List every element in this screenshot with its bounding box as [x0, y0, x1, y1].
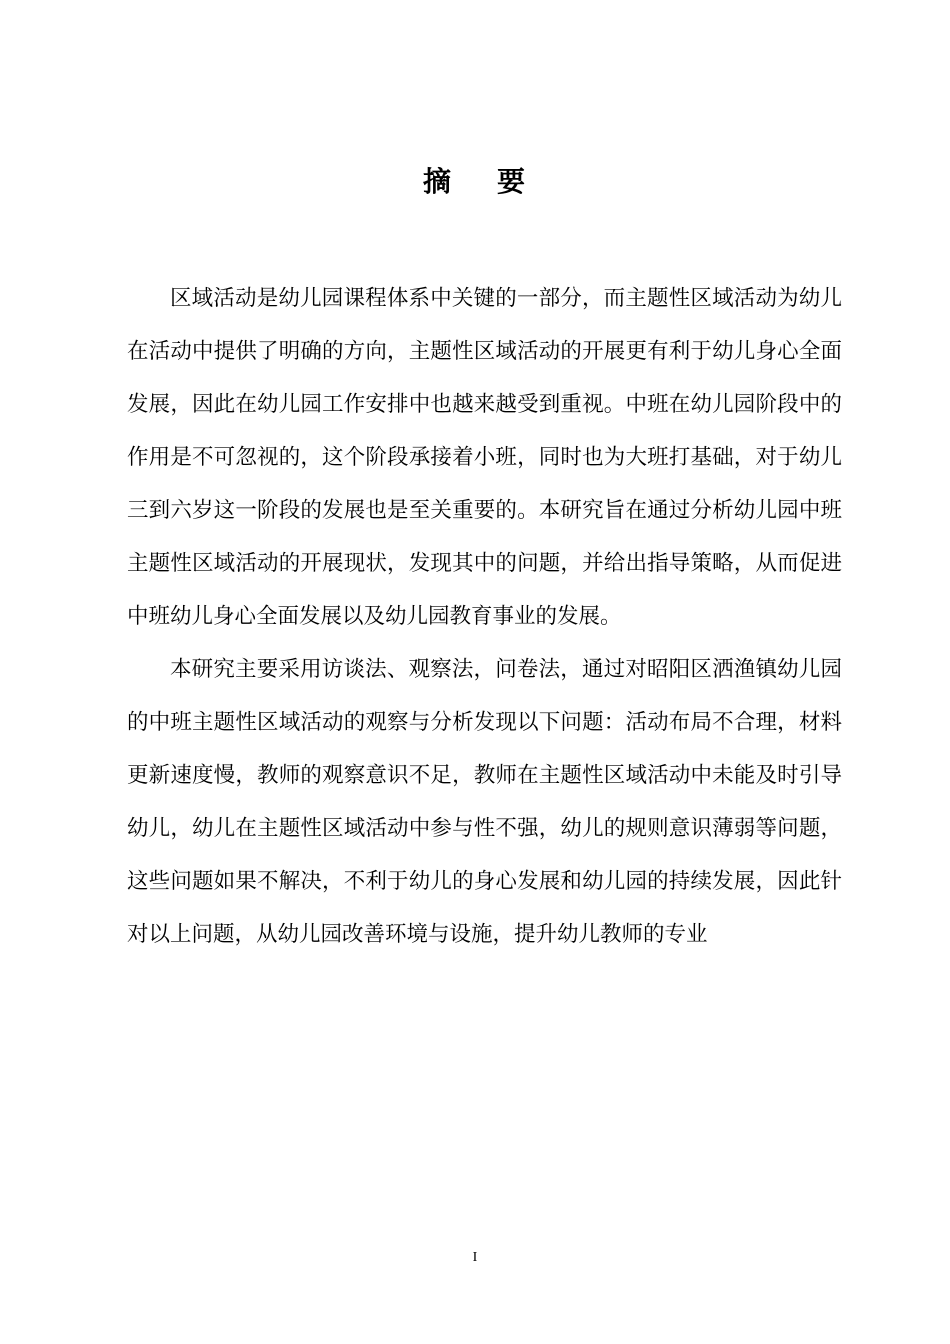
title-char-1: 摘 — [422, 165, 453, 198]
title-char-2: 要 — [497, 165, 528, 198]
abstract-title — [0, 160, 950, 200]
abstract-body — [127, 272, 842, 961]
page-number: I — [472, 1250, 478, 1265]
abstract-paragraph-1: 区域活动是幼儿园课程体系中关键的一部分，而主题性区域活动为幼儿在活动中提供了明确的方向，主题性区域活动的开展更有利于幼儿身心全面发展，因此在幼儿园工作安排中也越来越受到重视。中班在幼儿园阶段中的作用是不可忽视的，这个阶段承接着小班，同时也为大班打基础，对于幼儿三到六岁这一阶段的发展也是至关重要的。本研究旨在通过分析幼儿园中班主题性区域活动的开展现状，发现其中的问题，并给出指导策略，从而促进中班幼儿身心全面发展以及幼儿园教育事业的发展。 — [127, 286, 842, 629]
abstract-paragraph-2: 本研究主要采用访谈法、观察法，问卷法，通过对昭阳区洒渔镇幼儿园的中班主题性区域活动的观察与分析发现以下问题：活动布局不合理，材料更新速度慢，教师的观察意识不足，教师在主题性区域活动中未能及时引导幼儿，幼儿在主题性区域活动中参与性不强，幼儿的规则意识薄弱等问题，这些问题如果不解决，不利于幼儿的身心发展和幼儿园的持续发展，因此针对以上问题，从幼儿园改善环境与设施，提升幼儿教师的专业 — [127, 657, 842, 947]
